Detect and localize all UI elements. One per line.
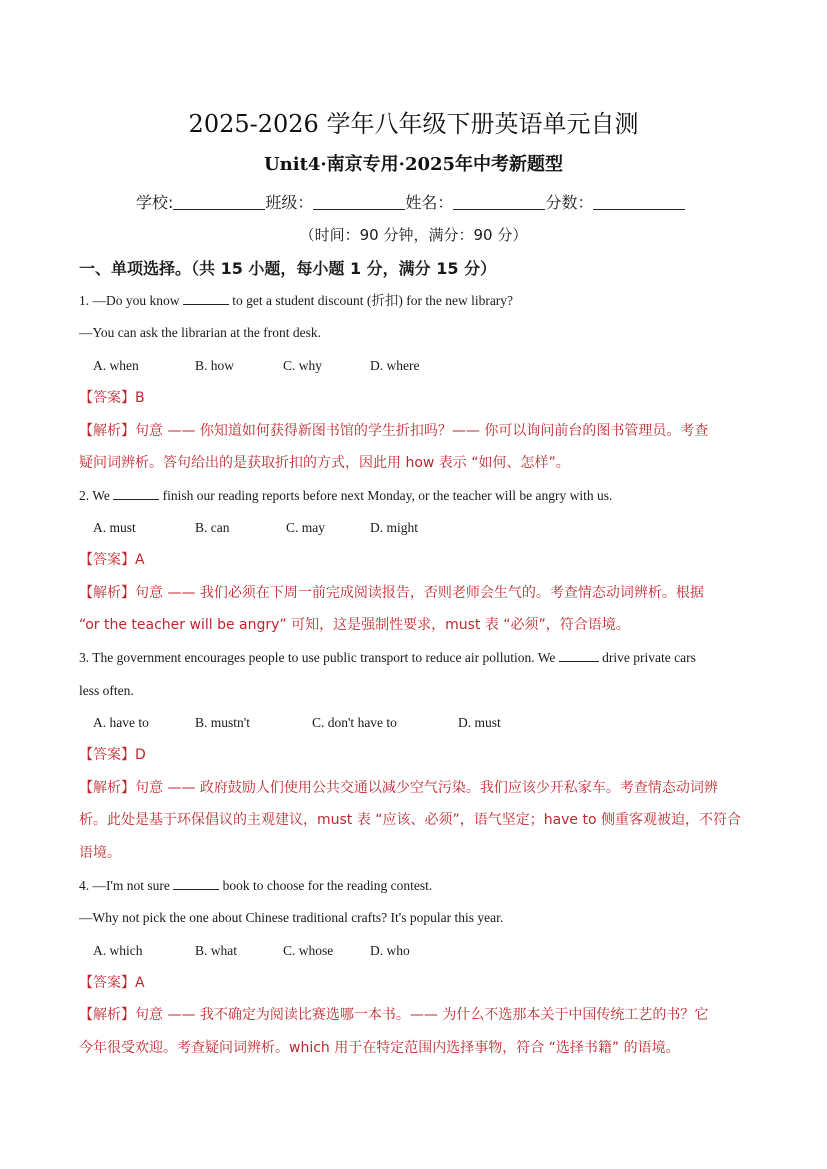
question-4-reply: —Why not pick the one about Chinese traditional crafts? It's popular this year. [79,910,504,925]
option-d: D. might [370,520,419,535]
option-b: B. how [195,358,235,373]
question-3-stem: 3. The government encourages people to use public transport to reduce air pollution. We drive private cars [79,647,749,669]
answer-blank [183,290,229,305]
question-4-answer: 【答案】A [79,975,145,991]
option-a: A. which [93,943,143,958]
question-3-answer: 【答案】D [79,747,146,763]
question-2-analysis-line-1: 【解析】句意 —— 我们必须在下周一前完成阅读报告，否则老师会生气的。考查情态动词辨析。根据 [79,585,704,601]
answer-blank [173,875,219,890]
name-label: 姓名： [405,193,454,212]
class-label: 班级： [265,193,314,212]
question-1-stem: 1. —Do you know to get a student discount (折扣) for the new library? [79,290,749,312]
student-info-row [136,190,706,216]
option-d: D. where [370,358,420,373]
page-subtitle: Unit4·南京专用·2025年中考新题型 [263,154,564,175]
school-blank [173,190,265,210]
question-1-reply: —You can ask the librarian at the front desk. [79,325,321,340]
option-c: C. don't have to [312,715,397,730]
question-3-analysis-line-2: 析。此处是基于环保倡议的主观建议，must 表 “应该、必须”，语气坚定；have to 侧重客观被迫，不符合 [79,812,742,828]
question-4-analysis-line-2: 今年很受欢迎。考查疑问词辨析。which 用于在特定范围内选择事物，符合 “选择书籍” 的语境。 [79,1040,680,1056]
school-label: 学校: [136,193,174,212]
option-a: A. when [93,358,139,373]
question-3-stem-cont: less often. [79,683,134,698]
option-c: C. why [283,358,323,373]
option-d: D. who [370,943,410,958]
name-blank [453,190,545,210]
option-b: B. mustn't [195,715,250,730]
question-3-analysis-line-1: 【解析】句意 —— 政府鼓励人们使用公共交通以减少空气污染。我们应该少开私家车。考查情态动词辨 [79,780,718,796]
section-heading: 一、单项选择。（共 15 小题，每小题 1 分，满分 15 分） [79,259,497,278]
question-2-stem: 2. We finish our reading reports before next Monday, or the teacher will be angry with us. [79,485,749,507]
class-blank [313,190,405,210]
question-1-answer: 【答案】B [79,390,145,406]
option-c: C. may [286,520,325,535]
question-2-analysis-line-2: “or the teacher will be angry” 可知，这是强制性要求，must 表 “必须”，符合语境。 [79,617,630,633]
page-title: 2025-2026 学年八年级下册英语单元自测 [188,110,639,138]
question-2-answer: 【答案】A [79,552,145,568]
answer-blank [559,647,599,662]
option-a: A. must [93,520,136,535]
option-d: D. must [458,715,501,730]
question-1-analysis-line-2: 疑问词辨析。答句给出的是获取折扣的方式，因此用 how 表示 “如何、怎样”。 [79,455,570,471]
option-c: C. whose [283,943,334,958]
time-note: （时间：90 分钟，满分：90 分） [299,226,528,244]
option-b: B. can [195,520,230,535]
question-3-analysis-line-3: 语境。 [79,845,121,861]
score-blank [593,190,685,210]
question-4-stem: 4. —I'm not sure book to choose for the reading contest. [79,875,749,897]
option-b: B. what [195,943,237,958]
option-a: A. have to [93,715,149,730]
question-4-analysis-line-1: 【解析】句意 —— 我不确定为阅读比赛选哪一本书。—— 为什么不选那本关于中国传统工艺的书？它 [79,1007,709,1023]
question-1-analysis-line-1: 【解析】句意 —— 你知道如何获得新图书馆的学生折扣吗？—— 你可以询问前台的图书管理员。考查 [79,423,709,439]
score-label: 分数： [545,193,594,212]
answer-blank [113,485,159,500]
